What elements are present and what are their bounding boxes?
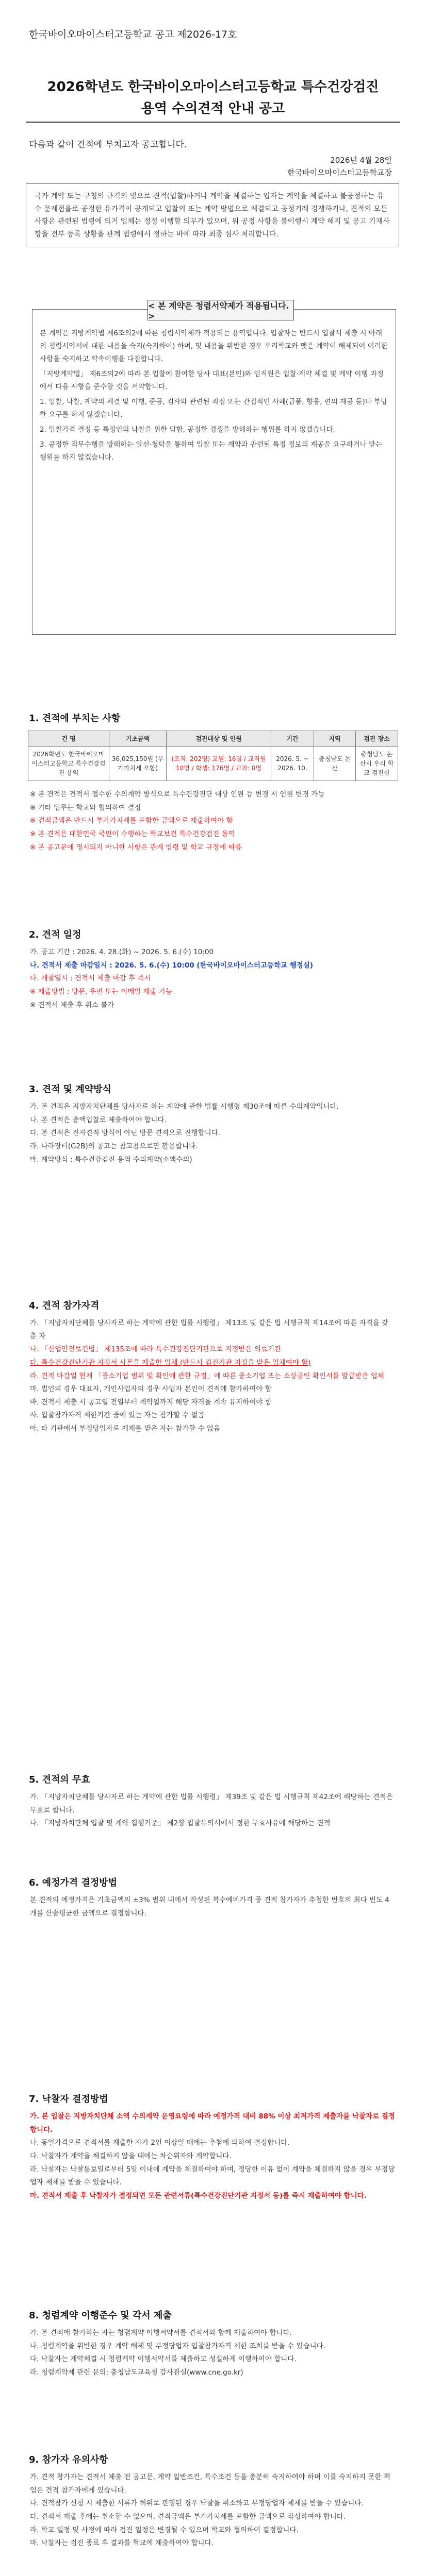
caution-line: 라. 학교 일정 및 사정에 따라 검진 일정은 변경될 수 있으며 학교와 협의하여 결정합니다. xyxy=(30,2526,299,2534)
table-row xyxy=(28,747,398,781)
pledge-para: 3. 공정한 직무수행을 방해하는 알선·청탁을 통하여 입찰 또는 계약과 관련된 특정 정보의 제공을 요구하거나 받는 행위를 하지 않겠습니다. xyxy=(40,440,383,462)
column-header: 건 명 xyxy=(28,731,109,747)
schedule-line: ※ 견적서 제출 후 취소 불가 xyxy=(30,1001,114,1009)
notice-text: 국가 계약 또는 구청의 규격의 및으로 견적(입찰)하거나 계약을 체결하는 업자는 계약을 체결하고 불공정하는 유수 문제점을로 공정한 유가격이 공개되고 입찰의 또는 계약 방법으로 체결되고 공정거래 경쟁하거나, 견적의 모든 사항은 관련된 법령에 의거 업체는 정정 이행할 의무가 있으며, 위 공정 사항을 불이행시 계약 해지 및 공고 기재사항을 전부 등록 상황을 관계 법령에서 정하는 바에 따라 최종 심사 처리합니다. xyxy=(35,192,390,239)
eligibility-line: 사. 입찰참가자격 제한기간 중에 있는 자는 참가할 수 없음 xyxy=(30,1411,205,1420)
title-line-2: 용역 수의견적 안내 공고 xyxy=(141,101,285,116)
invalid-line: 나. 「지방자치단체 입찰 및 계약 집행기준」 제2장 입찰유의서에서 정한 무효사유에 해당하는 견적 xyxy=(30,1819,331,1828)
caution-line: 마. 낙찰자는 검진 종료 후 결과를 학교에 제출하여야 합니다. xyxy=(30,2539,214,2548)
column-header: 기간 xyxy=(271,731,314,747)
award-line: 라. 낙찰자는 낙찰통보일로부터 5일 이내에 계약을 체결하여야 하며, 정당한 이유 없이 계약을 체결하지 않을 경우 부정당업자 제재를 받을 수 있습니다. xyxy=(30,2165,395,2187)
column-header: 기초금액 xyxy=(109,731,167,747)
table-cell: 2026학년도 한국바이오마이스터고등학교 특수건강검진 용역 xyxy=(28,747,109,781)
integrity-line: 가. 본 견적에 참가하는 자는 청렴계약 이행서약서를 견적서와 함께 제출하여야 합니다. xyxy=(30,2329,292,2337)
eligibility-list xyxy=(30,1317,395,1436)
schedule-line: 가. 공고 기간 : 2026. 4. 28.(화) ~ 2026. 5. 6.(수) 10:00 xyxy=(30,948,214,956)
schedule-line: 나. 견적서 제출 마감일시 : 2026. 5. 6.(수) 10:00 (한국바이오마이스터고등학교 행정실) xyxy=(30,961,314,970)
invalid-list xyxy=(30,1791,395,1831)
method-line: 마. 계약방식 : 특수건강검진 용역 수의계약(소액수의) xyxy=(30,1155,192,1164)
section-heading: 4. 견적 참가자격 xyxy=(29,1300,100,1311)
title-underline xyxy=(26,122,400,123)
title-line-1: 2026학년도 한국바이오마이스터고등학교 특수건강검진 xyxy=(47,79,379,95)
integrity-line: 다. 낙찰자는 계약체결 시 청렴계약 이행서약서를 제출하고 성실하게 이행하여야 합니다. xyxy=(30,2355,297,2364)
award-line: 다. 낙찰자가 계약을 체결하지 않을 때에는 차순위자와 계약합니다. xyxy=(30,2151,232,2160)
table-cell: 충청남도 논산시 우리 학교 검진실 xyxy=(356,747,398,781)
position-table xyxy=(28,731,398,781)
notice-box xyxy=(26,183,399,247)
intro-text: 다음과 같이 견적에 부치고자 공고합니다. xyxy=(29,140,187,150)
section-heading: 3. 견적 및 계약방식 xyxy=(29,1084,111,1095)
section-heading: 8. 청렴계약 이행준수 및 각서 제출 xyxy=(29,2310,172,2321)
eligibility-line: 라. 견적 마감일 현재 「중소기업 범위 및 확인에 관한 규정」에 따른 중소기업 또는 소상공인 확인서를 발급받은 업체 xyxy=(30,1371,384,1380)
note-line: ※ 견적금액은 반드시 부가가치세를 포함한 금액으로 제출하여야 함 xyxy=(30,817,233,825)
note-line: ※ 기타 업무는 학교와 협의하여 결정 xyxy=(30,803,141,812)
integrity-pledge-box xyxy=(32,309,396,635)
pledge-para: 「지방계약법」 제6조의2에 따라 본 입찰에 참여한 당사 대표(본인)와 임직원은 입찰·계약 체결 및 계약 이행 과정에서 다음 사항을 준수할 것을 서약합니다. xyxy=(40,369,384,391)
method-line: 나. 본 견적은 총액입찰로 제출하여야 합니다. xyxy=(30,1115,167,1124)
table-header-row xyxy=(28,731,398,747)
table-cell: 36,025,150원 (부가가치세 포함) xyxy=(109,747,167,781)
section-1-notes xyxy=(30,788,395,854)
method-line: 가. 본 견적은 지방자치단체를 당사자로 하는 계약에 관한 법률 시행령 제30조에 따른 수의계약입니다. xyxy=(30,1103,339,1111)
column-header: 검진대상 및 인원 xyxy=(167,731,271,747)
announcement-date: 2026년 4월 28일 xyxy=(330,156,392,165)
award-list xyxy=(30,2110,395,2202)
issuer-name: 한국바이오마이스터고등학교장 xyxy=(287,168,392,177)
eligibility-line: 다. 특수건강진단기관 지정서 사본을 제출한 업체 (반드시 검진기관 지정을 받은 업체여야 함) xyxy=(30,1358,311,1367)
integrity-line: 라. 청렴계약제 관련 문의: 충청남도교육청 감사관실(www.cne.go.kr) xyxy=(30,2368,243,2377)
eligibility-line: 나. 「산업안전보건법」 제135조에 따라 특수건강진단기관으로 지정받은 의료기관 xyxy=(30,1345,282,1354)
pledge-para: 본 계약은 지방계약법 제6조의2에 따른 청렴서약제가 적용되는 용역입니다. 입찰자는 반드시 입찰서 제출 시 아래의 청렴서약서에 대한 내용을 숙지(숙지하여) 하며, 및 내용을 위반한 경우 우리학교와 맺은 계약이 해제되어 이러한 사항을 숙지하고 약속이행을 다짐합니다. xyxy=(40,329,388,363)
eligibility-line: 가. 「지방자치단체를 당사자로 하는 계약에 관한 법률 시행령」 제13조 및 같은 법 시행규칙 제14조에 따른 자격을 갖춘 자 xyxy=(30,1319,389,1341)
caution-line: 다. 견적서 제출 후에는 취소할 수 없으며, 견적금액은 부가가치세를 포함한 금액으로 작성하여야 합니다. xyxy=(30,2512,346,2521)
invalid-line: 가. 「지방자치단체를 당사자로 하는 계약에 관한 법률 시행령」 제39조 및 같은 법 시행규칙 제42조에 해당하는 견적은 무효로 합니다. xyxy=(30,1793,393,1815)
table-cell: 충청남도 논산 xyxy=(314,747,356,781)
method-list xyxy=(30,1100,395,1166)
method-line: 라. 나라장터(G2B)의 공고는 참고용으로만 활용합니다. xyxy=(30,1142,198,1150)
price-text xyxy=(30,1894,395,1920)
section-heading: 2. 견적 일정 xyxy=(29,929,81,940)
section-heading: 5. 견적의 무효 xyxy=(29,1774,90,1785)
caution-line: 가. 견적 참가자는 견적서 제출 전 공고문, 계약 일반조건, 특수조건 등을 충분히 숙지하여야 하며 이를 숙지하지 못한 책임은 견적 참가자에게 있습니다. xyxy=(30,2473,390,2495)
table-cell: 2026. 5. ~ 2026. 10. xyxy=(271,747,314,781)
eligibility-line: 바. 견적서 제출 시 공고일 전일부터 계약일까지 해당 자격을 계속 유지하여야 함 xyxy=(30,1398,272,1406)
schedule-list xyxy=(30,946,395,1012)
schedule-line: 다. 개찰일시 : 견적서 제출 마감 후 즉시 xyxy=(30,974,151,983)
note-line: ※ 본 공고문에 명시되지 아니한 사항은 관계 법령 및 학교 규정에 따름 xyxy=(30,843,242,852)
column-header: 검진 장소 xyxy=(356,731,398,747)
pledge-para: 2. 입찰가격 결정 등 특정인의 낙찰을 위한 담합, 공정한 경쟁을 방해하는 행위를 하지 않겠습니다. xyxy=(40,425,335,434)
caution-line: 나. 견적참가 신청 시 제출한 서류가 허위로 판명된 경우 낙찰을 취소하고 부정당업자 제재를 받을 수 있습니다. xyxy=(30,2499,364,2508)
caution-list xyxy=(30,2471,395,2550)
pledge-para: 1. 입찰, 낙찰, 계약의 체결 및 이행, 준공, 검사와 관련된 직접 또는 간접적인 사례(금품, 향응, 편의 제공 등)나 부당한 요구를 하지 않겠습니다. xyxy=(40,397,388,419)
note-line: ※ 본 견적은 견적서 접수한 수의계약 방식으로 특수건강진단 대상 인원 등 변경 시 인원 변경 가능 xyxy=(30,790,325,799)
award-line: 가. 본 입찰은 지방자치단체 소액 수의계약 운영요령에 따라 예정가격 대비 88% 이상 최저가격 제출자를 낙찰자로 결정합니다. xyxy=(30,2112,395,2134)
section-heading: 1. 견적에 부치는 사항 xyxy=(29,713,121,724)
price-line: 본 견적의 예정가격은 기초금액의 ±3% 범위 내에서 작성된 복수예비가격 중 견적 참가자가 추첨한 번호의 최다 빈도 4개를 산술평균한 금액으로 결정합니다. xyxy=(30,1896,389,1918)
schedule-line: ※ 제출방법 : 방문, 우편 또는 이메일 제출 가능 xyxy=(30,987,173,996)
column-header: 지역 xyxy=(314,731,356,747)
table-cell: (조직: 202명) 교원: 16명 / 교직원 10명 / 학생: 176명 / 교과: 0명 xyxy=(167,747,271,781)
method-line: 다. 본 견적은 전자견적 방식이 아닌 방문 견적으로 진행합니다. xyxy=(30,1129,220,1138)
award-line: 마. 견적서 제출 후 낙찰자가 결정되면 모든 관련서류(특수건강진단기관 지정서 등)를 즉시 제출하여야 합니다. xyxy=(30,2191,367,2200)
integrity-list xyxy=(30,2327,395,2380)
section-heading: 9. 참가자 유의사항 xyxy=(29,2454,108,2465)
eligibility-line: 마. 법인의 경우 대표자, 개인사업자의 경우 사업자 본인이 견적에 참가하여야 함 xyxy=(30,1385,272,1394)
eligibility-line: 아. 타 기관에서 부정당업자로 제재를 받은 자는 참가할 수 없음 xyxy=(30,1425,220,1433)
integrity-pledge-title: < 본 계약은 청렴서약제가 적용됩니다. > xyxy=(148,300,294,320)
section-heading: 6. 예정가격 결정방법 xyxy=(29,1877,117,1888)
note-line: ※ 본 견적은 대한민국 국민이 수행하는 학교보건 특수건강검진 용역 xyxy=(30,829,235,838)
integrity-line: 나. 청렴계약을 위반한 경우 계약 해제 및 부정당업자 입찰참가자격 제한 조치를 받을 수 있습니다. xyxy=(30,2342,325,2350)
document-number: 한국바이오마이스터고등학교 공고 제2026-17호 xyxy=(29,29,237,40)
award-line: 나. 동일가격으로 견적서를 제출한 자가 2인 이상일 때에는 추첨에 의하여 결정합니다. xyxy=(30,2139,290,2147)
section-heading: 7. 낙찰자 결정방법 xyxy=(29,2094,108,2105)
